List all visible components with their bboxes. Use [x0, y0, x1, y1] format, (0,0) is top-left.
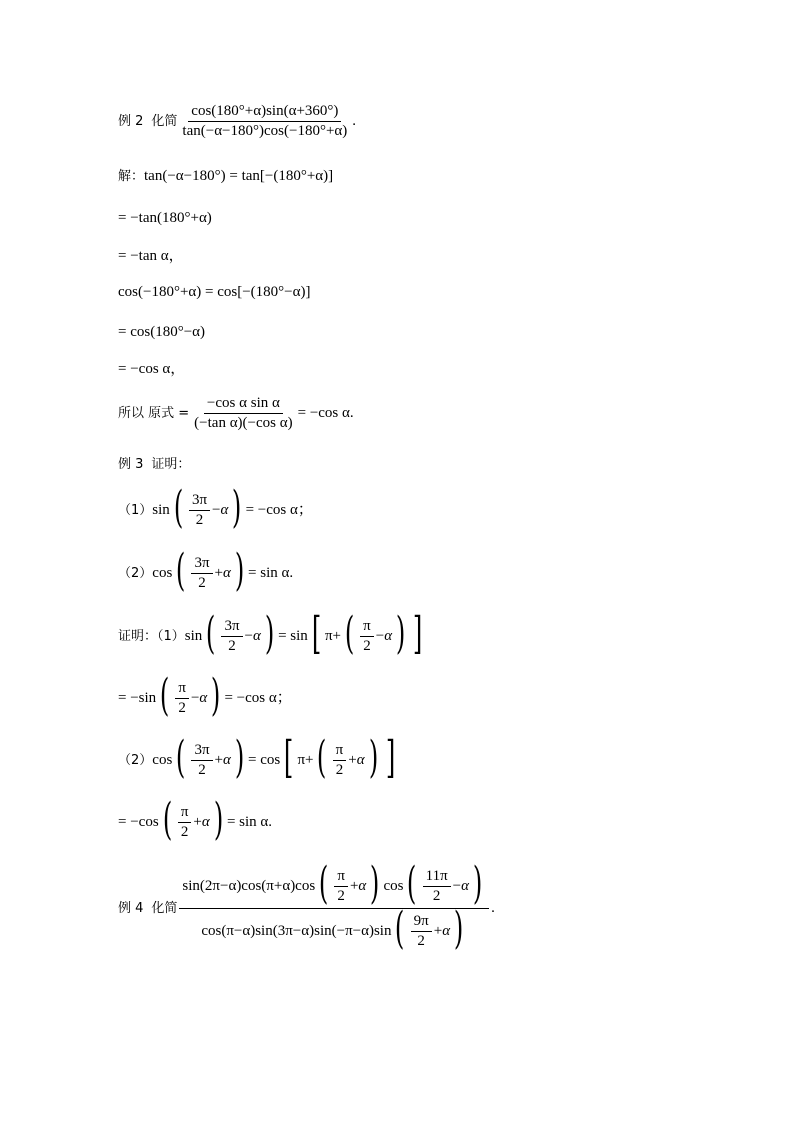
solution-2-line-5 — [118, 325, 205, 340]
proof-label: 证明：（1） — [118, 628, 185, 644]
example-3-label: 例 3 — [118, 457, 144, 472]
example-3-heading — [118, 458, 190, 471]
solution-2-line-6 — [118, 362, 185, 377]
example-2-denominator: tan(−α−180°)cos(−180°+α) — [182, 123, 348, 139]
proof-3-line-1: 证明：（1） sin ( $\frac{3\pi}{2}$ − α ) = sin [ π+ ( $\frac{\pi}{2}$ − α ) ] — [118, 608, 423, 659]
example-2-problem — [118, 104, 356, 139]
proof-3-line-3: （2） cos ( $\frac{3\pi}{2}$ + α ) = cos [ π+ ( $\frac{\pi}{2}$ + α ) ] — [118, 732, 396, 783]
proof-3-line-2: = −sin ( $\frac{\pi}{2}$ − α ) = −cos α； — [118, 670, 292, 721]
solution-2-line-4 — [118, 285, 310, 300]
example-2-period: . — [352, 113, 357, 129]
example-3-verb: 证明： — [151, 457, 191, 472]
proof-3-line-4: = −cos ( $\frac{\pi}{2}$ + α ) = sin α. — [118, 794, 273, 845]
example-4-numerator-text: sin(2π−α)cos(π+α)cos — [182, 877, 316, 894]
part-2-result: = sin α. — [248, 564, 294, 581]
example-4-fraction: sin(2π−α)cos(π+α)cos ( $\frac{\pi}{2}$ + α ) cos ( $\frac{11\pi}{2}$ − α ) cos(π−α)sin(3π−α)sin(−π−α)sin ( $\frac{9\pi}{2}$ + α ) — [179, 866, 489, 951]
example-2-fraction — [179, 104, 350, 139]
part-1-result: = −cos α； — [245, 501, 313, 518]
solution-2-line-2 — [118, 211, 212, 226]
solution-2-numerator: −cos α sin α — [204, 396, 283, 414]
part-1-tag: （1） — [118, 502, 153, 518]
solution-2-line-7 — [118, 396, 354, 431]
example-4-problem — [118, 858, 495, 954]
part-2-tag: （2） — [118, 565, 153, 581]
example-4-verb: 化简 — [151, 901, 178, 916]
example-2-label: 例 2 — [118, 114, 144, 129]
proof-part-1-result: = −cos α； — [224, 689, 292, 706]
example-2-verb: 化简 — [151, 114, 178, 129]
solution-2-eq-6: = −cos α， — [118, 361, 186, 377]
solution-2-denominator: (−tan α)(−cos α) — [194, 415, 293, 431]
example-4-period: . — [491, 900, 495, 916]
solution-2-line-1 — [118, 169, 333, 184]
solution-2-result: = −cos α. — [297, 405, 354, 421]
solution-2-eq-5: = cos(180°−α) — [118, 324, 206, 340]
example-3-part-1: （1） sin ( $\frac{3\pi}{2}$ − α ) = −cos α； — [118, 482, 313, 533]
example-2-numerator: cos(180°+α)sin(α+360°) — [188, 104, 341, 122]
solution-2-eq-4: cos(−180°+α) = cos[−(180°−α)] — [118, 284, 311, 300]
solution-2-line-3 — [118, 249, 184, 264]
solution-2-conclusion-prefix: 所以 原式 = — [118, 406, 190, 421]
example-3-part-2: （2） cos ( $\frac{3\pi}{2}$ + α ) = sin α. — [118, 545, 294, 596]
proof-part-2-tag: （2） — [118, 752, 153, 768]
solution-2-eq-2: = −tan(180°+α) — [118, 210, 212, 226]
solution-2-eq-3: = −tan α， — [118, 248, 184, 264]
proof-part-2-result: = sin α. — [226, 813, 273, 830]
example-4-denominator-text: cos(π−α)sin(3π−α)sin(−π−α)sin — [201, 922, 392, 939]
solution-2-fraction — [191, 396, 295, 431]
example-4-label: 例 4 — [118, 901, 144, 916]
solution-2-eq-1: tan(−α−180°) = tan[−(180°+α)] — [144, 168, 334, 184]
solution-label: 解： — [118, 169, 145, 184]
